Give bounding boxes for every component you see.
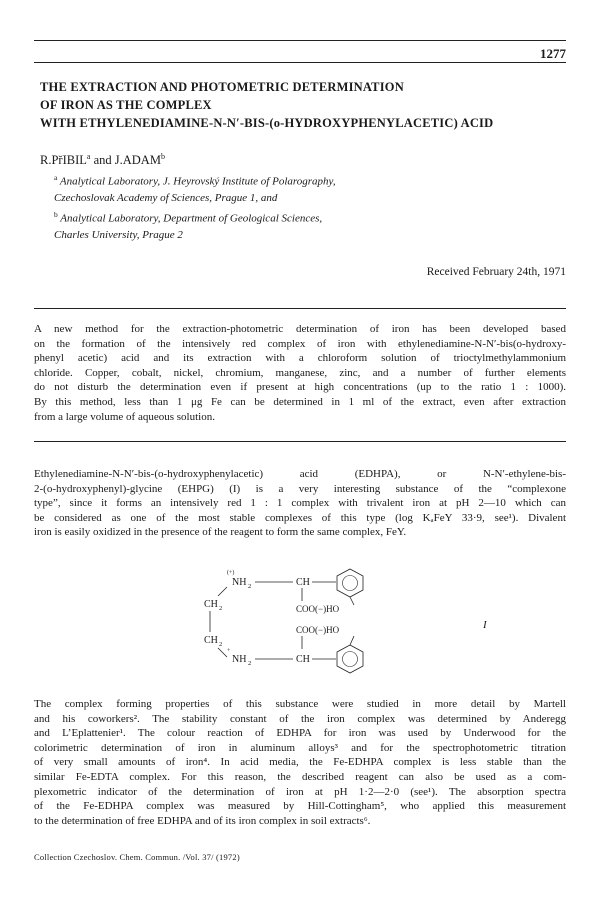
abstract-rule-top [34, 308, 566, 309]
bond [218, 587, 227, 596]
author-affil-mark: a [86, 152, 91, 161]
title-line: WITH ETHYLENEDIAMINE-N-N′-BIS-(o-HYDROXYPHENYLACETIC) ACID [40, 116, 494, 130]
methylene-top-label: CH [204, 599, 218, 610]
aromatic-circle [343, 576, 358, 591]
methylene-top-subscript: 2 [219, 605, 223, 612]
title-line: OF IRON AS THE COMPLEX [40, 98, 212, 112]
carboxylate-top-label: COO(−)HO [296, 604, 340, 614]
body-paragraph [34, 697, 566, 828]
author-name: J.ADAM [114, 153, 161, 168]
title-line: THE EXTRACTION AND PHOTOMETRIC DETERMINATION [40, 80, 404, 94]
body-line: of very small amounts of iron⁴. In acid media, the Fe-EDHPA complex is less stable than the [34, 756, 566, 769]
charge-label: (+) [227, 570, 235, 576]
journal-footer: Collection Czechoslov. Chem. Commun. /Vol. 37/ (1972) [34, 852, 240, 862]
formula-number: I [483, 619, 487, 631]
body-line: Ethylenediamine-N-N′-bis-(o-hydroxyphenylacetic) acid (EDHPA), or N-N′-ethylene-bis- [34, 468, 566, 480]
affil-text: Czechoslovak Academy of Sciences, Prague 1, and [54, 192, 278, 205]
affiliation-line [54, 170, 336, 190]
affil-text: Analytical Laboratory, Department of Geological Sciences, [57, 212, 323, 225]
structural-formula [190, 565, 410, 683]
header-rule [34, 40, 566, 41]
abstract-line: on the formation of the intensively red complex of iron with ethylenediamine-N-N′-bis(o-hydroxy- [34, 337, 566, 350]
body-line: plexometric indicator of the determination of iron at pH 1·2—2·0 (see¹). The absorption spectra [34, 785, 566, 798]
abstract [34, 322, 566, 424]
affiliation-line [54, 190, 336, 207]
body-line: iron is easily oxidized in the presence of the reagent to form the same complex, FeY. [34, 526, 407, 539]
affiliation-line [54, 227, 336, 244]
body-line: be considered as one of the most stable complexes of this type (log KₐFeY 33·9, see¹). Divalent [34, 511, 566, 524]
methylene-bottom-label: CH [204, 635, 218, 646]
author-conjunction: and [90, 153, 115, 168]
affil-mark: b [54, 209, 58, 219]
amine-top-subscript: 2 [248, 583, 252, 590]
abstract-line: from a large volume of aqueous solution. [34, 410, 215, 423]
abstract-line: By this method, less than 1 μg Fe can be determined in 1 ml of the extract, even after extraction [34, 395, 566, 408]
affil-text: Analytical Laboratory, J. Heyrovský Institute of Polarography, [57, 175, 336, 188]
amine-bottom-subscript: 2 [248, 660, 252, 667]
page-number: 1277 [540, 46, 566, 61]
affil-mark: a [54, 173, 58, 182]
author-name: R.PřIBIL [40, 153, 87, 168]
body-line: type”, since it forms an intensively red 1 : 1 complex with trivalent iron at pH 2—10 which can [34, 497, 566, 510]
affiliation-line [54, 207, 336, 227]
methine-bottom-label: CH [296, 654, 310, 665]
abstract-line: A new method for the extraction-photometric determination of iron has been developed based [34, 323, 566, 335]
charge-label: + [227, 648, 231, 654]
intro-paragraph [34, 467, 566, 540]
author-affil-mark: b [160, 152, 165, 161]
abstract-line: phenyl acetic) acid and its extraction with a chloroform solution of trioctylmethylammonium [34, 352, 566, 365]
body-line: 2-(o-hydroxyphenyl)-glycine (EHPG) (I) is a very interesting substance of the “complexone [34, 482, 566, 495]
body-line: and his coworkers². The stability constant of the iron complex was determined by Anderegg [34, 712, 566, 725]
bond [218, 648, 227, 657]
amine-bottom-label: NH [232, 654, 247, 665]
body-line: to the determination of free EDHPA and of its iron complex in soil extracts⁶. [34, 814, 371, 827]
affil-text: Charles University, Prague 2 [54, 228, 183, 241]
amine-top-label: NH [232, 577, 247, 588]
carboxylate-bottom-label: COO(−)HO [296, 625, 340, 635]
body-line: of the Fe-EDHPA complex was measured by Hill-Cottingham⁵, who applied this measurement [34, 800, 566, 813]
header-rule-lower [34, 62, 566, 63]
methylene-bottom-subscript: 2 [219, 641, 223, 648]
body-line: The complex forming properties of this substance were studied in more detail by Martell [34, 698, 566, 710]
benzene-ring-top [337, 569, 363, 597]
benzene-ring-bottom [337, 645, 363, 673]
body-line: colorimetric determination of iron in aluminum alloys³ and for the spectrophotometric titration [34, 741, 566, 754]
abstract-line: chloride. Copper, cobalt, nickel, chromium, manganese, zinc, and a number of further elements [34, 366, 566, 379]
abstract-rule-bottom [34, 441, 566, 442]
body-line: and L’Eplattenier¹. The colour reaction of EDHPA for iron was used by Underwood for the [34, 727, 566, 740]
methine-top-label: CH [296, 577, 310, 588]
body-line: similar Fe-EDTA complex. For this reason, the described reagent can also be used as a com- [34, 770, 566, 783]
article-title [40, 78, 580, 132]
received-date: Received February 24th, 1971 [426, 266, 566, 278]
abstract-line: do not disturb the determination even if present at high concentrations (up to the ratio 1 : 1000). [34, 381, 566, 394]
aromatic-circle [343, 652, 358, 667]
authors [40, 152, 165, 168]
bond [350, 636, 354, 645]
affiliations [54, 170, 336, 243]
bond [350, 597, 354, 605]
